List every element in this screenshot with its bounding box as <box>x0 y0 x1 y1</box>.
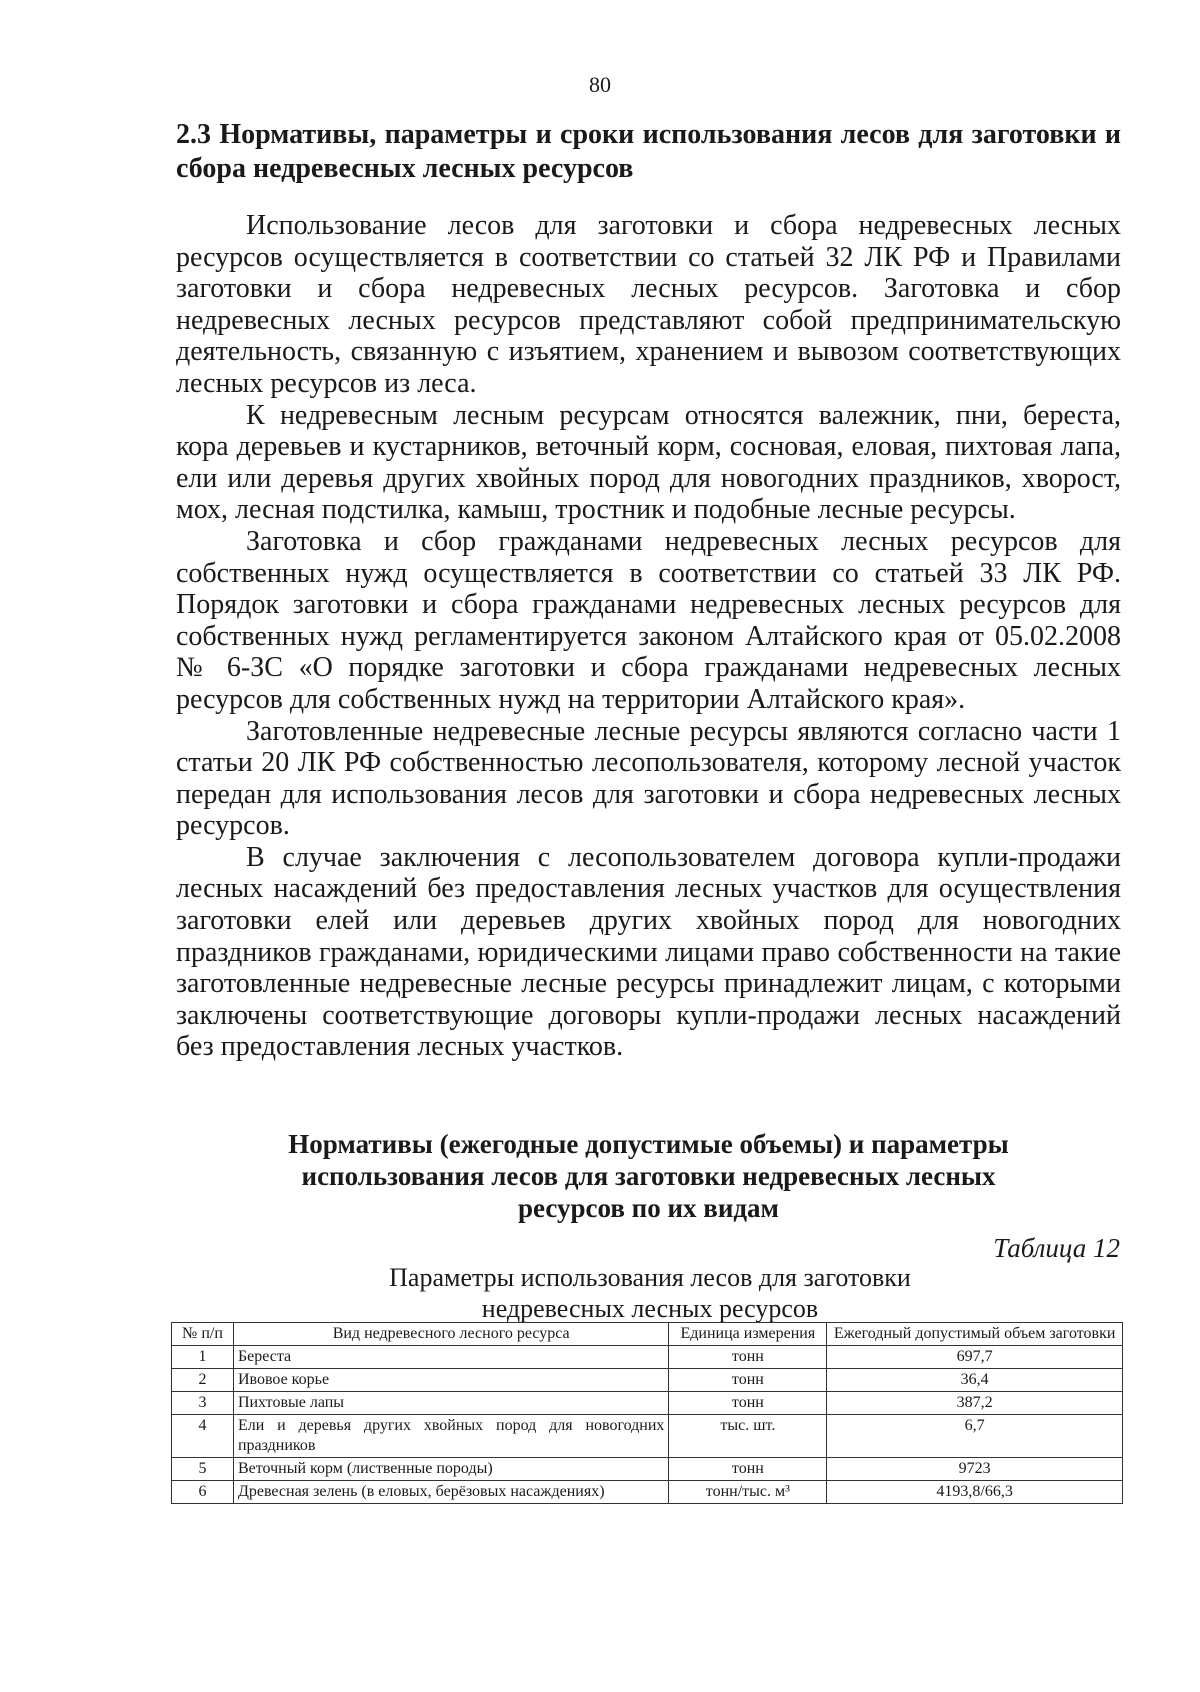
row-unit: тыс. шт. <box>669 1415 827 1458</box>
table-header-row <box>172 1323 1123 1346</box>
row-unit: тонн <box>669 1346 827 1369</box>
table-caption-line: Параметры использования лесов для заготовки <box>389 1263 911 1292</box>
table-title-line: ресурсов по их видам <box>518 1193 779 1223</box>
row-num: 5 <box>172 1458 234 1481</box>
row-unit: тонн <box>669 1369 827 1392</box>
table-title <box>176 1128 1121 1224</box>
row-unit: тонн <box>669 1392 827 1415</box>
row-resource: Веточный корм (лиственные породы) <box>233 1458 668 1481</box>
row-resource: Пихтовые лапы <box>233 1392 668 1415</box>
paragraph: Заготовка и сбор гражданами недревесных лесных ресурсов для собственных нужд осуществляется в соответствии со статьей 33 ЛК РФ. Порядок заготовки и сбора гражданами недревесных лесных ресурсов для собственных нужд регламентируется законом Алтайского края от 05.02.2008 № 6-ЗС «О порядке заготовки и сбора гражданами недревесных лесных ресурсов для собственных нужд на территории Алтайского края». <box>176 525 1121 715</box>
section-title: Нормативы, параметры и сроки использования лесов для заготовки и сбора недревесных лесных ресурсов <box>176 119 1122 184</box>
table-title-line: использования лесов для заготовки недревесных лесных <box>301 1161 996 1191</box>
row-volume: 9723 <box>827 1458 1123 1481</box>
table-title-line: Нормативы (ежегодные допустимые объемы) и параметры <box>288 1129 1009 1159</box>
table-row <box>172 1458 1123 1481</box>
row-resource: Ели и деревья других хвойных пород для новогодних праздников <box>233 1415 668 1458</box>
row-volume: 4193,8/66,3 <box>827 1481 1123 1504</box>
paragraph: К недревесным лесным ресурсам относятся валежник, пни, береста, кора деревьев и кустарников, веточный корм, сосновая, еловая, пихтовая лапа, ели или деревья других хвойных пород для новогодних праздников, хворост, мох, лесная подстилка, камыш, тростник и подобные лесные ресурсы. <box>176 399 1121 526</box>
header-volume: Ежегодный допустимый объем заготовки <box>827 1323 1123 1346</box>
row-volume: 6,7 <box>827 1415 1123 1458</box>
parameters-table <box>171 1322 1123 1504</box>
section-heading <box>176 118 1121 186</box>
paragraph: Использование лесов для заготовки и сбора недревесных лесных ресурсов осуществляется в соответствии со статьей 32 ЛК РФ и Правилами заготовки и сбора недревесных лесных ресурсов. Заготовка и сбор недревесных лесных ресурсов представляют собой предпринимательскую деятельность, связанную с изъятием, хранением и вывозом соответствующих лесных ресурсов из леса. <box>176 210 1121 399</box>
page-number: 80 <box>589 72 611 97</box>
table-row <box>172 1481 1123 1504</box>
table-caption <box>300 1262 1000 1324</box>
header-num: № п/п <box>172 1323 234 1346</box>
body-text <box>176 210 1121 1063</box>
row-unit: тонн <box>669 1458 827 1481</box>
row-volume: 36,4 <box>827 1369 1123 1392</box>
table-caption-line: недревесных лесных ресурсов <box>481 1294 819 1323</box>
table-row <box>172 1415 1123 1458</box>
row-resource: Древесная зелень (в еловых, берёзовых насаждениях) <box>233 1481 668 1504</box>
row-num: 2 <box>172 1369 234 1392</box>
row-resource: Ивовое корье <box>233 1369 668 1392</box>
row-volume: 697,7 <box>827 1346 1123 1369</box>
table-label: Таблица 12 <box>993 1233 1120 1263</box>
table-row <box>172 1392 1123 1415</box>
row-unit: тонн/тыс. м³ <box>669 1481 827 1504</box>
row-num: 3 <box>172 1392 234 1415</box>
header-resource: Вид недревесного лесного ресурса <box>233 1323 668 1346</box>
row-num: 1 <box>172 1346 234 1369</box>
header-unit: Единица измерения <box>669 1323 827 1346</box>
table-row <box>172 1346 1123 1369</box>
paragraph: В случае заключения с лесопользователем договора купли-продажи лесных насаждений без предоставления лесных участков для осуществления заготовки елей или деревьев других хвойных пород для новогодних праздников гражданами, юридическими лицами право собственности на такие заготовленные недревесные лесные ресурсы принадлежит лицам, с которыми заключены соответствующие договоры купли-продажи лесных насаждений без предоставления лесных участков. <box>176 841 1121 1063</box>
section-number: 2.3 <box>176 119 211 150</box>
table-row <box>172 1369 1123 1392</box>
paragraph: Заготовленные недревесные лесные ресурсы являются согласно части 1 статьи 20 ЛК РФ собственностью лесопользователя, которому лесной участок передан для использования лесов для заготовки и сбора недревесных лесных ресурсов. <box>176 715 1121 842</box>
row-num: 6 <box>172 1481 234 1504</box>
row-volume: 387,2 <box>827 1392 1123 1415</box>
row-num: 4 <box>172 1415 234 1458</box>
row-resource: Береста <box>233 1346 668 1369</box>
